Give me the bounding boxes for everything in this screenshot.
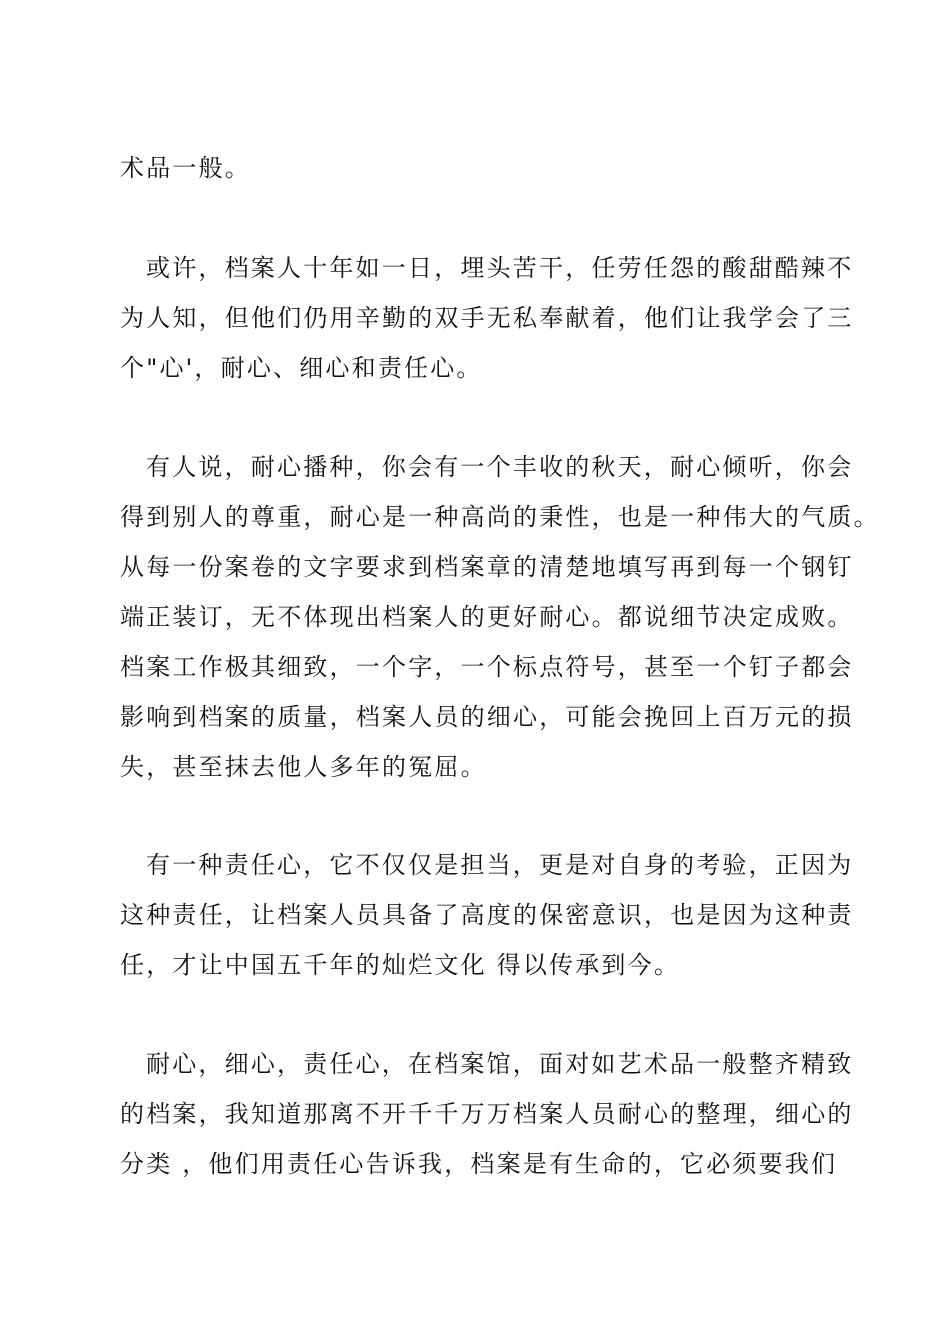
text-line: 档案工作极其细致，一个字，一个标点符号，甚至一个钉子都会 (120, 653, 854, 681)
text-line: 失，甚至抹去他人多年的冤屈。 (120, 753, 487, 781)
text-line: 任，才让中国五千年的灿烂文化 得以传承到今。 (120, 951, 681, 979)
text-line: 的档案，我知道那离不开千千万万档案人员耐心的整理，细心的 (120, 1100, 854, 1128)
text-line: 有人说，耐心播种，你会有一个丰收的秋天，耐心倾听，你会 (146, 453, 854, 481)
text-line: 得到别人的尊重，耐心是一种高尚的秉性，也是一种伟大的气质。 (120, 503, 880, 531)
text-line: 个"心'，耐心、细心和责任心。 (120, 354, 483, 382)
text-line: 有一种责任心，它不仅仅是担当，更是对自身的考验，正因为 (146, 851, 854, 879)
text-line: 这种责任，让档案人员具备了高度的保密意识，也是因为这种责 (120, 901, 854, 929)
text-line: 影响到档案的质量，档案人员的细心，可能会挽回上百万元的损 (120, 703, 854, 731)
text-line: 为人知，但他们仍用辛勤的双手无私奉献着，他们让我学会了三 (120, 304, 854, 332)
text-line: 耐心，细心，责任心，在档案馆，面对如艺术品一般整齐精致 (146, 1050, 854, 1078)
text-line: 端正装订，无不体现出档案人的更好耐心。都说细节决定成败。 (120, 603, 854, 631)
text-line: 从每一份案卷的文字要求到档案章的清楚地填写再到每一个钢钉 (120, 553, 854, 581)
text-line: 术品一般。 (120, 154, 251, 182)
text-line: 或许，档案人十年如一日，埋头苦干，任劳任怨的酸甜酷辣不 (146, 254, 854, 282)
text-line: 分类 ，他们用责任心告诉我，档案是有生命的，它必须要我们 (120, 1150, 838, 1178)
